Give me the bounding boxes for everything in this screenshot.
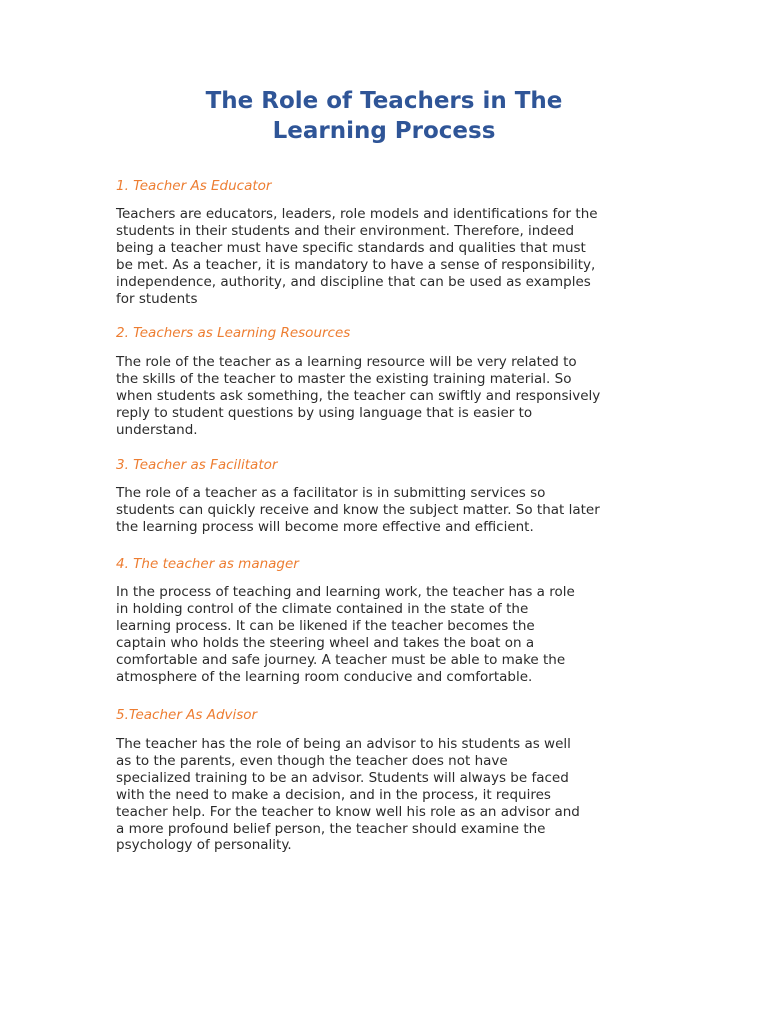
section-heading-educator: 1. Teacher As Educator	[116, 178, 272, 194]
section-heading-facilitator: 3. Teacher as Facilitator	[116, 457, 278, 473]
section-paragraph-facilitator: The role of a teacher as a facilitator is in submitting services so students can quickly receive and know the subject matter. So that later the learning process will become more effective and efficient.	[116, 485, 600, 535]
section-paragraph-advisor: The teacher has the role of being an advisor to his students as well as to the parents, even though the teacher does not have specialized training to be an advisor. Students will always be faced with the need to make a decision, and in the process, it requires teacher help. For the teacher to know well his role as an advisor and a more profound belief person, the teacher should examine the psychology of personality.	[116, 736, 580, 854]
section-heading-learning-resources: 2. Teachers as Learning Resources	[116, 325, 351, 341]
document-title: The Role of Teachers in The Learning Process	[205, 88, 563, 144]
section-paragraph-manager: In the process of teaching and learning work, the teacher has a role in holding control of the climate contained in the state of the learning process. It can be likened if the teacher becomes the captain who holds the steering wheel and takes the boat on a comfortable and safe journey. A teacher must be able to make the atmosphere of the learning room conducive and comfortable.	[116, 584, 575, 685]
section-heading-manager: 4. The teacher as manager	[116, 556, 299, 572]
section-paragraph-educator: Teachers are educators, leaders, role models and identifications for the students in their students and their environment. Therefore, indeed being a teacher must have specific standards and qualities that must be met. As a teacher, it is mandatory to have a sense of responsibility, independence, authority, and discipline that can be used as examples for students	[116, 206, 598, 307]
section-paragraph-learning-resources: The role of the teacher as a learning resource will be very related to the skills of the teacher to master the existing training material. So when students ask something, the teacher can swiftly and responsively reply to student questions by using language that is easier to understand.	[116, 354, 601, 438]
section-heading-advisor: 5.Teacher As Advisor	[116, 707, 258, 723]
